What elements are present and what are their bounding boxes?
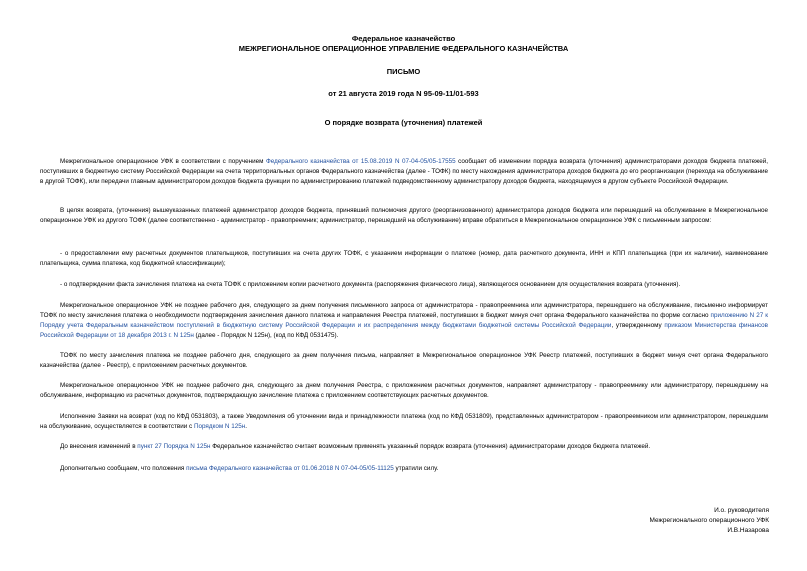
paragraph-2 bbox=[40, 206, 768, 226]
signatory-name: И.В.Назарова bbox=[727, 527, 769, 534]
paragraph-7 bbox=[40, 381, 768, 401]
paragraph-text: (далее - Порядок N 125н), (код по КФД 0531475). bbox=[193, 332, 339, 339]
signatory-organization: Межрегионального операционного УФК bbox=[649, 517, 769, 524]
paragraph-text: - о предоставлении ему расчетных документов плательщиков, поступивших на счета других ТОФК, с указанием информации о платеже (номер, дата расчетного документа, ИНН и КПП плательщика (при их наличии), наименование плательщика, сумма платежа, код бюджетной классификации); bbox=[40, 250, 768, 267]
paragraph-text: Дополнительно сообщаем, что положения bbox=[60, 465, 187, 472]
paragraph-5 bbox=[40, 301, 768, 341]
paragraph-8 bbox=[40, 412, 768, 432]
reference-link[interactable]: письма Федерального казначейства от 01.06.2018 N 07-04-05/05-11125 bbox=[186, 465, 394, 472]
reference-link[interactable]: пункт 27 Порядка N 125н bbox=[137, 443, 211, 450]
signature-block bbox=[650, 506, 770, 536]
paragraph-text: В целях возврата, (уточнения) вышеуказанных платежей администратор доходов бюджета, принявший полномочия другого (реорганизованного) администратора доходов бюджета или перешедший на обслуживание в Межрегиональное операционное УФК из другого ТОФК (далее соответственно - администратор - правопреемник; администратор, перешедший на обслуживание) вправе обратиться в Межрегиональное операционное УФК с письменным запросом: bbox=[40, 207, 768, 224]
paragraph-text: утратили силу. bbox=[393, 465, 439, 472]
document-subject: О порядке возврата (уточнения) платежей bbox=[324, 118, 483, 127]
paragraph-3 bbox=[40, 249, 768, 269]
paragraph-text: Межрегиональное операционное УФК не позднее рабочего дня, следующего за днем получения Реестра, с приложением расчетных документов, направляет администратору - правопреемнику или администратору, перешедшему на обслуживание, информацию из расчетных документов, подтверждающую зачисление платежа с приложением соответствующих расчетных документов. bbox=[40, 382, 768, 399]
paragraph-text: . bbox=[245, 423, 247, 430]
document-type: ПИСЬМО bbox=[386, 67, 421, 76]
paragraph-text: сообщает об изменении порядка возврата (уточнения) администраторами доходов бюджета платежей, поступивших в бюджетную систему Российской Федерации на счета территориальных органов Федерального казначейства (далее - ТОФК) по месту нахождения администратора доходов бюджета до его реорганизации (перехода на обслуживание в другой ТОФК), или передачи главным администратором доходов бюджета функции по администрированию платежей подведомственному администратору доходов бюджета, находящемуся в другом субъекте Российской Федерации. bbox=[40, 158, 768, 185]
reference-link[interactable]: Федерального казначейства от 15.08.2019 N 07-04-05/05-17555 bbox=[265, 158, 456, 165]
paragraph-text: Межрегиональное операционное УФК не позднее рабочего дня, следующего за днем получения письменного запроса от администратора - правопреемника или администратора, перешедшего на обслуживание, письменно информирует ТОФК по месту зачисления платежа о необходимости подтверждения зачисления данного платежа и направления Реестра платежей, поступивших в бюджет минуя счет органа Федерального казначейства по форме согласно bbox=[40, 302, 768, 319]
reference-link[interactable]: приложению N 27 к Порядку учета Федеральным казначейством поступлений в бюджетную систему Российской Федерации и их распределения между бюджетами бюджетной системы Российской Федерации bbox=[40, 312, 768, 329]
signatory-title: И.о. руководителя bbox=[714, 507, 769, 514]
issuer-name: Федеральное казначейство bbox=[351, 34, 456, 43]
paragraph-9 bbox=[40, 442, 768, 452]
paragraph-4 bbox=[40, 280, 768, 290]
paragraph-10 bbox=[40, 464, 768, 474]
paragraph-text: Исполнение Заявки на возврат (код по КФД 0531803), а также Уведомления об уточнении вида и принадлежности платежа (код по КФД 0531809), представленных администратором - правопреемником или администратором, перешедшим на обслуживание, осуществляется в соответствии с bbox=[40, 413, 768, 430]
department-name: МЕЖРЕГИОНАЛЬНОЕ ОПЕРАЦИОННОЕ УПРАВЛЕНИЕ ФЕДЕРАЛЬНОГО КАЗНАЧЕЙСТВА bbox=[238, 44, 569, 53]
reference-link[interactable]: Порядком N 125н bbox=[193, 423, 246, 430]
paragraph-1 bbox=[40, 157, 768, 187]
paragraph-text: Межрегиональное операционное УФК в соответствии с поручением bbox=[60, 158, 266, 165]
paragraph-text: , утвержденному bbox=[611, 322, 665, 329]
paragraph-text: До внесения изменений в bbox=[60, 443, 138, 450]
document-date-number: от 21 августа 2019 года N 95-09-11/01-593 bbox=[328, 89, 479, 98]
paragraph-text: ТОФК по месту зачисления платежа не позднее рабочего дня, следующего за днем получения письма, направляет в Межрегиональное операционное УФК Реестр платежей, поступивших в бюджет минуя счет органа Федерального казначейства (далее - Реестр), с приложением расчетных документов. bbox=[40, 352, 768, 369]
paragraph-text: Федеральное казначейство считает возможным применять указанный порядок возврата (уточнения) администраторами доходов бюджета платежей. bbox=[210, 443, 651, 450]
paragraph-6 bbox=[40, 351, 768, 371]
reference-link[interactable]: приказом Министерства финансов Российской Федерации от 18 декабря 2013 г. N 125н bbox=[40, 322, 769, 339]
paragraph-text: - о подтверждении факта зачисления платежа на счета ТОФК с приложением копии расчетного документа (распоряжения физического лица), являющегося основанием для осуществления возврата (уточнения). bbox=[60, 281, 681, 288]
